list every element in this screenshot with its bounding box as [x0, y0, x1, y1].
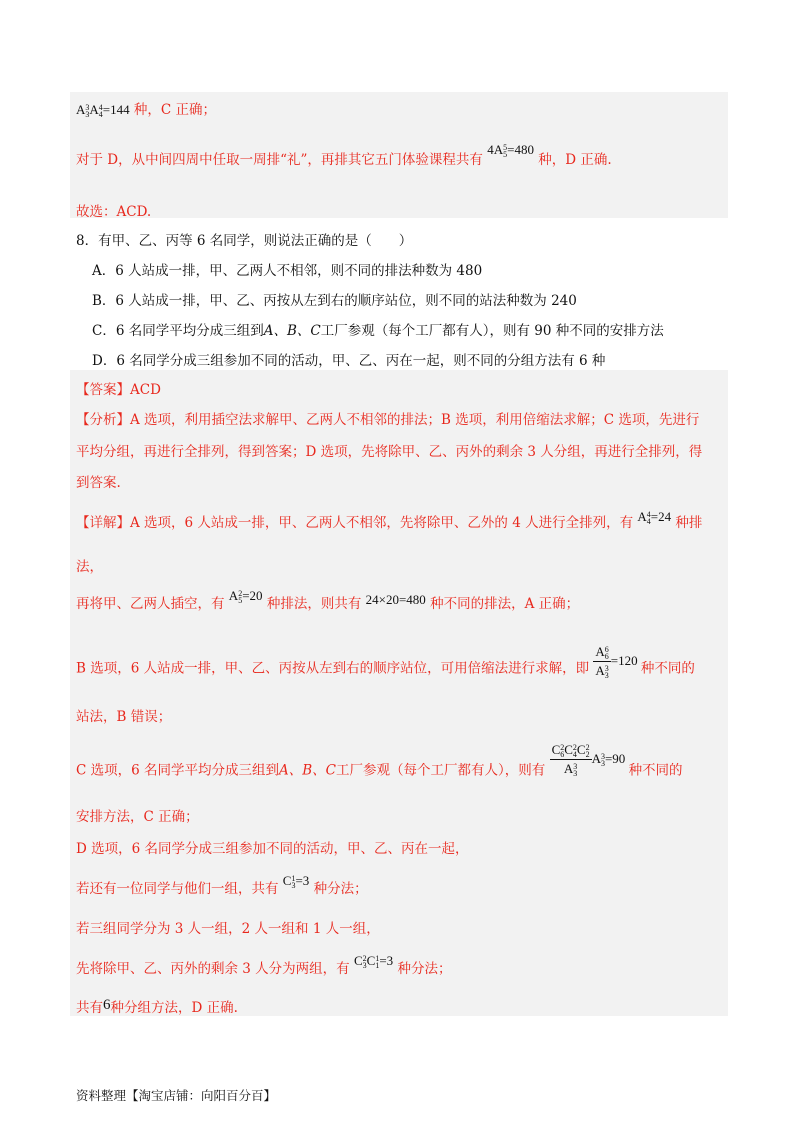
detail-11-text-b: 种分法；	[397, 961, 452, 977]
detail-line-9	[76, 873, 368, 897]
option-c-text-2: 工厂参观（每个工厂都有人），则有 90 种不同的安排方法	[320, 323, 664, 339]
detail-3-text-b: 种排法，则共有	[266, 596, 362, 612]
option-c-text-1: C．6 名同学平均分成三组到	[92, 323, 264, 339]
option-b: B．6 人站成一排，甲、乙、丙按从左到右的顺序站位，则不同的站法种数为 240	[92, 293, 577, 309]
detail-9-text-a: 若还有一位同学与他们一组，共有	[76, 881, 279, 897]
formula-c32c11: C2 3C1 1=3	[353, 953, 394, 971]
detail-12-text-b: 种分组方法，D 正确.	[110, 1000, 238, 1016]
detail-11-text-a: 先将除甲、乙、丙外的剩余 3 人分为两组，有	[76, 961, 350, 977]
top-line-1	[76, 98, 216, 118]
top-line-3: 故选：ACD.	[76, 204, 152, 220]
option-c	[92, 319, 664, 339]
detail-line-4	[76, 644, 695, 687]
option-d: D．6 名同学分成三组参加不同的活动，甲、乙、丙在一起，则不同的分组方法有 6 种	[92, 353, 606, 369]
detail-line-7: 安排方法，C 正确；	[76, 809, 199, 825]
top-line-2	[76, 142, 612, 168]
detail-line-1	[76, 511, 702, 531]
detail-line-5: 站法，B 错误；	[76, 709, 172, 725]
analysis-line-1: 【分析】A 选项，利用插空法求解甲、乙两人不相邻的排法；B 选项，利用倍缩法求解；C 选项，先进行	[76, 412, 700, 428]
formula-24x20: 24×20=480	[365, 592, 426, 607]
detail-line-8: D 选项，6 名同学分成三组参加不同的活动，甲、乙、丙在一起，	[76, 841, 469, 857]
detail-3-text-a: 再将甲、乙两人插空，有	[76, 596, 225, 612]
detail-12-text-a: 共有	[76, 1000, 103, 1016]
detail-3-text-c: 种不同的排法，A 正确；	[430, 596, 580, 612]
detail-6-text-b: 工厂参观（每个工厂都有人），则有	[336, 762, 546, 779]
formula-a52: A2 5=20	[228, 588, 263, 606]
detail-1-text-a: 【详解】A 选项，6 人站成一排，甲、乙两人不相邻，先将除甲、乙外的 4 人进行全排列，有	[76, 515, 634, 531]
detail-6-factories: A、B、C	[279, 762, 337, 779]
detail-12-number: 6	[103, 997, 111, 1013]
option-a: A．6 人站成一排，甲、乙两人不相邻，则不同的排法种数为 480	[92, 263, 483, 279]
top-line-2-text-b: 种，D 正确.	[538, 152, 612, 168]
formula-4a55: 4A5 5=480	[487, 142, 534, 160]
detail-line-10: 若三组同学分为 3 人一组，2 人一组和 1 人一组，	[76, 921, 380, 937]
answer-label: 【答案】ACD	[76, 382, 161, 398]
detail-line-12	[76, 996, 238, 1017]
detail-line-11	[76, 953, 452, 977]
detail-9-text-b: 种分法；	[313, 881, 368, 897]
page-footer: 资料整理【淘宝店铺：向阳百分百】	[76, 1088, 277, 1103]
detail-line-2: 法，	[76, 559, 103, 575]
formula-b-fraction: A6 6 A3 3 =120	[595, 644, 641, 681]
formula-c-fraction: C2 6C2 4C2 2 A3 3 A3 3=90	[551, 742, 629, 779]
detail-1-text-b: 种排	[675, 515, 703, 531]
detail-4-text-a: B 选项，6 人站成一排，甲、乙、丙按从左到右的顺序站位，可用倍缩法进行求解，即	[76, 660, 590, 677]
top-line-1-text: 种，C 正确；	[133, 102, 217, 118]
analysis-line-3: 到答案.	[76, 475, 121, 491]
detail-6-text-c: 种不同的	[628, 762, 683, 779]
detail-4-text-b: 种不同的	[640, 660, 695, 677]
option-c-factories: A、B、C	[263, 323, 321, 339]
formula-a44: A4 4=24	[637, 509, 672, 527]
detail-6-text-a: C 选项，6 名同学平均分成三组到	[76, 762, 280, 779]
formula-c31: C1 3=3	[282, 873, 310, 891]
detail-line-3	[76, 588, 580, 612]
analysis-line-2: 平均分组，再进行全排列，得到答案；D 选项，先将除甲、乙、丙外的剩余 3 人分组，再进行全排列，得	[76, 444, 703, 460]
top-line-2-text-a: 对于 D，从中间四周中任取一周排“礼”，再排其它五门体验课程共有	[76, 152, 483, 168]
formula-a33a44: A3 3A4 4=144	[76, 102, 130, 120]
detail-line-6	[76, 742, 683, 789]
question-stem: 8．有甲、乙、丙等 6 名同学，则说法正确的是（ ）	[76, 233, 413, 249]
